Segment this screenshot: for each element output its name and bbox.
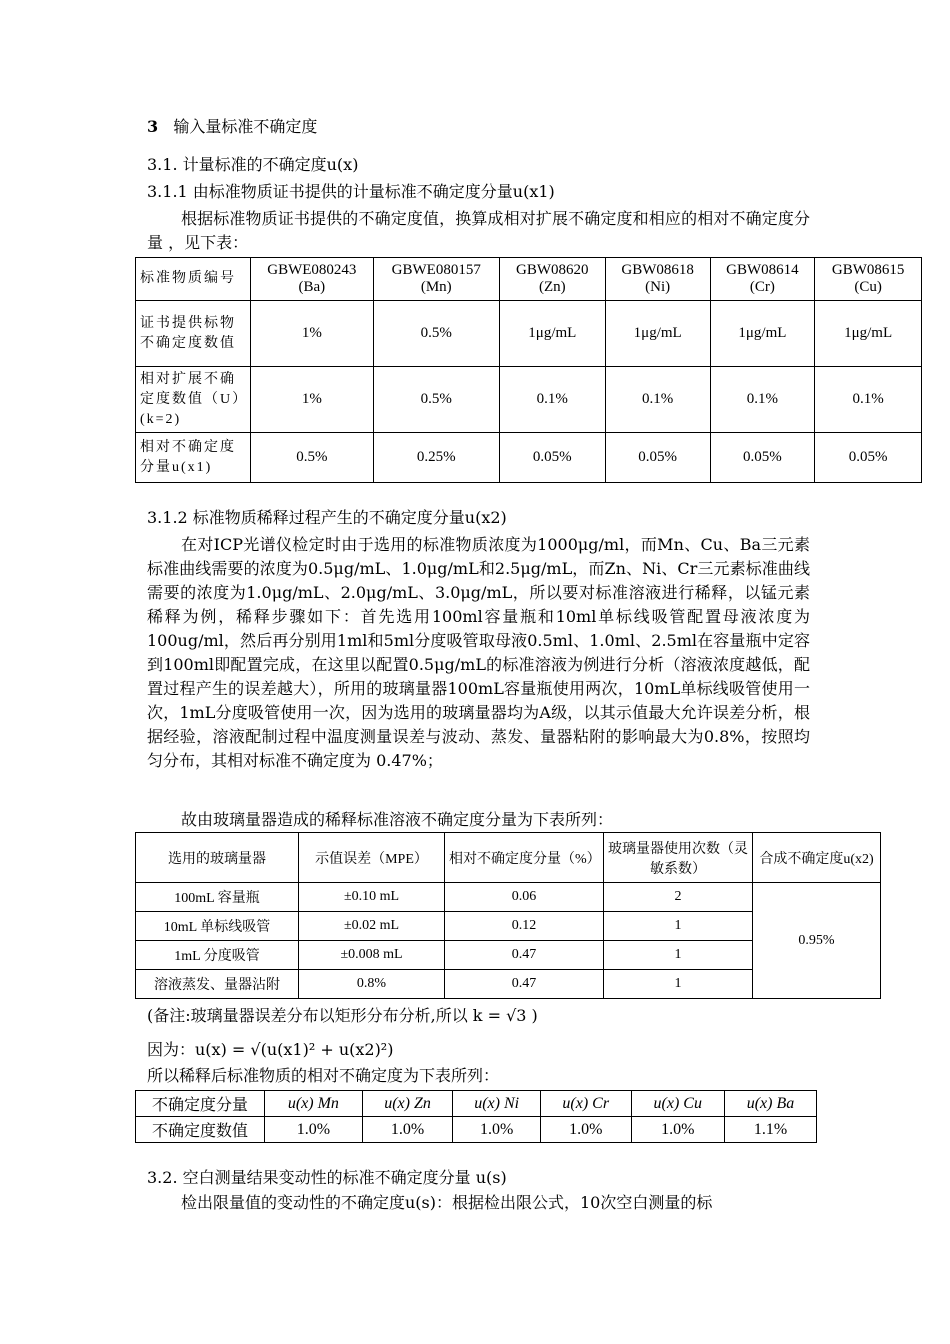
table-cell: ±0.02 mL xyxy=(299,912,445,941)
table-cell: 1 xyxy=(604,970,753,999)
subsection-3-1-1: 3.1.1 由标准物质证书提供的计量标准不确定度分量u(x1) xyxy=(147,182,555,201)
table-cell: 1% xyxy=(251,301,374,367)
table-col-header: GBW08614 (Cr) xyxy=(710,258,815,301)
table-cell: 0.05% xyxy=(605,433,710,483)
table-cell: 0.5% xyxy=(251,433,374,483)
table-cell: 0.47 xyxy=(445,970,604,999)
combined-uncertainty-cell: 0.95% xyxy=(753,883,881,999)
table-cell: 1μg/mL xyxy=(710,301,815,367)
table-cell: 1.0% xyxy=(453,1117,541,1143)
table-header-row xyxy=(136,258,922,301)
table-col-header: 选用的玻璃量器 xyxy=(136,833,299,883)
table-col-header: 相对不确定度分量（%） xyxy=(445,833,604,883)
table-cell: 0.47 xyxy=(445,941,604,970)
table-cell: 1mL 分度吸管 xyxy=(136,941,299,970)
row-label: 相对扩展不确定度数值（U）(k=2) xyxy=(136,367,251,433)
table-col-header: 玻璃量器使用次数（灵敏系数） xyxy=(604,833,753,883)
table-col-header: u(x) Ba xyxy=(724,1091,816,1117)
row-label: 相对不确定度分量u(x1) xyxy=(136,433,251,483)
table-row xyxy=(136,883,881,912)
table-cell: 100mL 容量瓶 xyxy=(136,883,299,912)
row-label: 不确定度分量 xyxy=(136,1091,265,1117)
table-cell: 0.5% xyxy=(373,367,499,433)
table-cell: 0.25% xyxy=(373,433,499,483)
table-col-header: u(x) Cr xyxy=(540,1091,631,1117)
paragraph-dilution: 在对ICP光谱仪检定时由于选用的标准物质浓度为1000μg/ml，而Mn、Cu、Ba三元素标准曲线需要的浓度为0.5μg/mL、1.0μg/mL和2.5μg/mL，而Zn、Ni、Cr三元素标准曲线需要的浓度为1.0μg/mL、2.0μg/mL、3.0μg/mL，所以要对标准溶液进行稀释，以锰元素稀释为例，稀释步骤如下：首先选用100ml容量瓶和10ml单标线吸管配置母液浓度为100ug/ml，然后再分别用1ml和5ml分度吸管取母液0.5ml、1.0ml、2.5ml在容量瓶中定容到100ml即配置完成，在这里以配置0.5μg/mL的标准溶液为例进行分析（溶液浓度越低，配置过程产生的误差越大），所用的玻璃量器100mL容量瓶使用两次，10mL单标线吸管使用一次，1mL分度吸管使用一次，因为选用的玻璃量器均为A级，以其示值最大允许误差分析，根据经验，溶液配制过程中温度测量误差与波动、蒸发、量器粘附的影响最大为0.8%，按照均匀分布，其相对标准不确定度为 0.47%； xyxy=(147,535,810,770)
table-row xyxy=(136,367,922,433)
table-col-header: u(x) Zn xyxy=(362,1091,453,1117)
table-header-row xyxy=(136,1091,817,1117)
table-cell: 0.8% xyxy=(299,970,445,999)
table-cell: 0.12 xyxy=(445,912,604,941)
table-cell: 0.05% xyxy=(710,433,815,483)
table-col-header: GBWE080243 (Ba) xyxy=(251,258,374,301)
table-cell: 0.05% xyxy=(499,433,605,483)
table-col-header: u(x) Ni xyxy=(453,1091,541,1117)
subsection-3-1: 3.1. 计量标准的不确定度u(x) xyxy=(147,155,359,174)
remark-note: (备注:玻璃量器误差分布以矩形分布分析,所以 k = √3 ) xyxy=(147,1006,538,1025)
row-label: 不确定度数值 xyxy=(136,1117,265,1143)
table-cell: 0.5% xyxy=(373,301,499,367)
table-cell: 1.0% xyxy=(362,1117,453,1143)
table-col-header: GBW08615 (Cu) xyxy=(815,258,922,301)
table-cell: 1.1% xyxy=(724,1117,816,1143)
table-col-header: 合成不确定度u(x2) xyxy=(753,833,881,883)
table-row xyxy=(136,433,922,483)
table-cell: 1.0% xyxy=(631,1117,724,1143)
table-col-header: GBW08618 (Ni) xyxy=(605,258,710,301)
subsection-3-2: 3.2. 空白测量结果变动性的标准不确定度分量 u(s) xyxy=(147,1168,507,1187)
table-col-header: GBWE080157 (Mn) xyxy=(373,258,499,301)
table-header-label: 标准物质编号 xyxy=(136,258,251,301)
section-number: 3 xyxy=(147,117,159,136)
table-col-header: 示值误差（MPE） xyxy=(299,833,445,883)
table-cell: 0.1% xyxy=(815,367,922,433)
table-cell: ±0.008 mL xyxy=(299,941,445,970)
table-cell: 溶液蒸发、量器沾附 xyxy=(136,970,299,999)
subsection-3-1-2: 3.1.2 标准物质稀释过程产生的不确定度分量u(x2) xyxy=(147,508,507,527)
relative-uncertainty-table xyxy=(135,1090,817,1143)
table-cell: 1μg/mL xyxy=(815,301,922,367)
section-heading xyxy=(147,117,317,137)
table-cell: 1.0% xyxy=(540,1117,631,1143)
table-cell: ±0.10 mL xyxy=(299,883,445,912)
table2-intro: 故由玻璃量器造成的稀释标准溶液不确定度分量为下表所列： xyxy=(181,810,614,829)
row-label: 证书提供标物不确定度数值 xyxy=(136,301,251,367)
table-cell: 1μg/mL xyxy=(605,301,710,367)
paragraph-blank-measurement: 检出限量值的变动性的不确定度u(s)：根据检出限公式，10次空白测量的标 xyxy=(181,1193,713,1212)
table-cell: 0.1% xyxy=(605,367,710,433)
table-col-header: u(x) Mn xyxy=(265,1091,363,1117)
table-cell: 1 xyxy=(604,941,753,970)
paragraph-certificate: 根据标准物质证书提供的不确定度值，换算成相对扩展不确定度和相应的相对不确定度分量 ，见下表： xyxy=(147,209,810,252)
table-cell: 1 xyxy=(604,912,753,941)
certificate-uncertainty-table xyxy=(135,257,922,483)
table-col-header: GBW08620 (Zn) xyxy=(499,258,605,301)
table-cell: 2 xyxy=(604,883,753,912)
table-row xyxy=(136,1117,817,1143)
table-cell: 1% xyxy=(251,367,374,433)
formula-line: 因为：u(x) = √(u(x1)² + u(x2)²) xyxy=(147,1040,394,1059)
table-header-row xyxy=(136,833,881,883)
table-cell: 0.05% xyxy=(815,433,922,483)
table-cell: 0.1% xyxy=(710,367,815,433)
table-cell: 0.06 xyxy=(445,883,604,912)
section-title: 输入量标准不确定度 xyxy=(173,117,318,136)
table-row xyxy=(136,301,922,367)
glassware-uncertainty-table xyxy=(135,832,881,999)
table-cell: 0.1% xyxy=(499,367,605,433)
table-col-header: u(x) Cu xyxy=(631,1091,724,1117)
table-cell: 1.0% xyxy=(265,1117,363,1143)
table-cell: 1μg/mL xyxy=(499,301,605,367)
table3-intro: 所以稀释后标准物质的相对不确定度为下表所列： xyxy=(147,1066,500,1085)
table-cell: 10mL 单标线吸管 xyxy=(136,912,299,941)
